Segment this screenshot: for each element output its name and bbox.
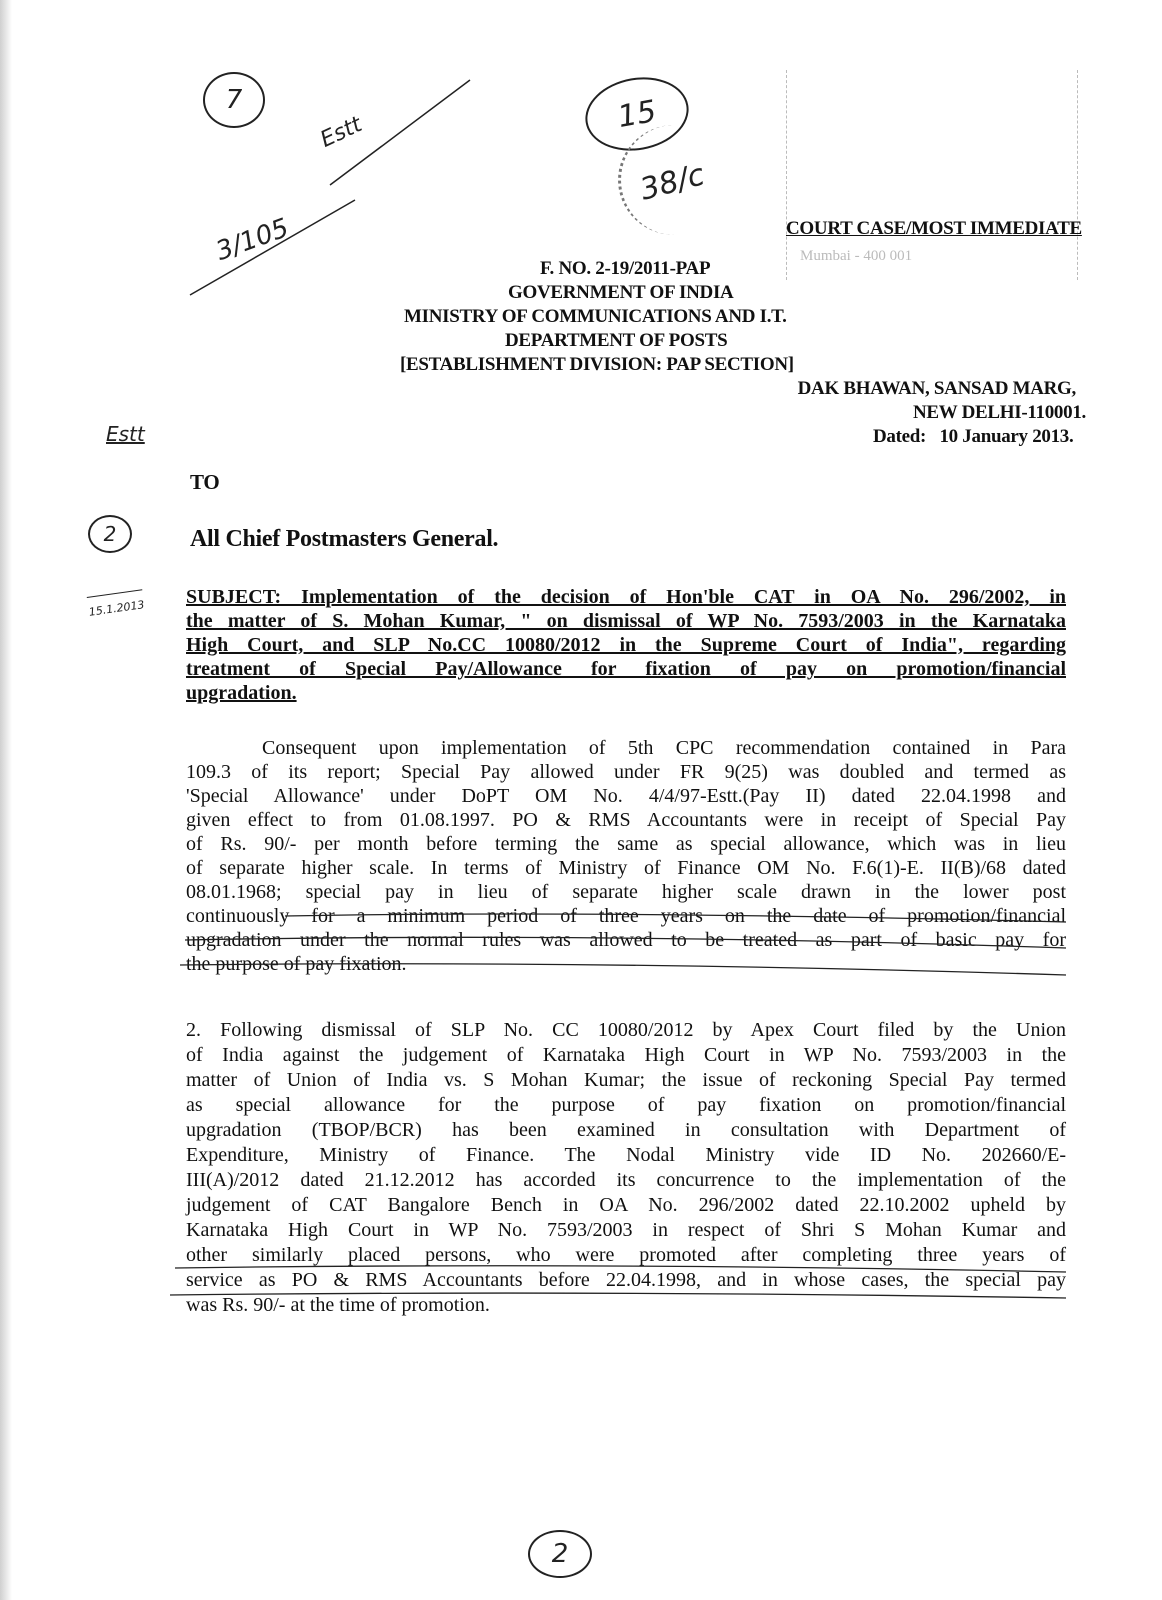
para-line: 109.3 of its report; Special Pay allowed under FR 9(25) was doubled and termed as: [186, 761, 1066, 783]
date-label: Dated:: [873, 426, 927, 447]
para-line: as special allowance for the purpose of pay fixation on promotion/financial: [186, 1094, 1066, 1116]
stamp-text: Mumbai - 400 001: [800, 248, 913, 264]
para-line: of Rs. 90/- per month before terming the same as special allowance, which was in lieu: [186, 833, 1066, 855]
division-name: [ESTABLISHMENT DIVISION: PAP SECTION]: [400, 354, 794, 375]
para-line: of separate higher scale. In terms of Ministry of Finance OM No. F.6(1)-E. II(B)/68 dated: [186, 857, 1066, 879]
annotation-date-note: 15.1.2013: [87, 589, 146, 619]
para-line: upgradation (TBOP/BCR) has been examined in consultation with Department of: [186, 1119, 1066, 1141]
annotation-circled-number: [88, 515, 132, 553]
to-label: TO: [190, 470, 220, 494]
para-line: III(A)/2012 dated 21.12.2012 has accorded its concurrence to the implementation of the: [186, 1169, 1066, 1191]
annotation-estt-left: Estt: [106, 422, 145, 446]
annotation-ref-number: 3/105: [212, 213, 293, 267]
department-name: DEPARTMENT OF POSTS: [505, 330, 728, 351]
annotation-text: 7: [225, 85, 243, 115]
para-line: upgradation under the normal rules was allowed to be treated as part of basic pay for: [186, 929, 1066, 951]
para-line: continuously for a minimum period of three years on the date of promotion/financial: [186, 905, 1066, 927]
subject-line: treatment of Special Pay/Allowance for fixation of pay on promotion/financial: [186, 658, 1066, 680]
address-line-2: NEW DELHI-110001.: [913, 402, 1086, 423]
para-line: the purpose of pay fixation.: [186, 953, 407, 975]
subject-line: SUBJECT: Implementation of the decision of Hon'ble CAT in OA No. 296/2002, in: [186, 586, 1066, 608]
para-line: 2. Following dismissal of SLP No. CC 10080/2012 by Apex Court filed by the Union: [186, 1019, 1066, 1041]
date-line: [873, 426, 1073, 448]
address-line-1: DAK BHAWAN, SANSAD MARG,: [797, 378, 1076, 399]
para-line: service as PO & RMS Accountants before 22.04.1998, and in whose cases, the special pay: [186, 1269, 1066, 1291]
page-number-text: 2: [551, 1539, 569, 1569]
para-line: Consequent upon implementation of 5th CPC recommendation contained in Para: [262, 737, 1066, 759]
para-line: of India against the judgement of Karnataka High Court in WP No. 7593/2003 in the: [186, 1044, 1066, 1066]
subject-line: High Court, and SLP No.CC 10080/2012 in the Supreme Court of India", regarding: [186, 634, 1066, 656]
para-line: given effect to from 01.08.1997. PO & RMS Accountants were in receipt of Special Pay: [186, 809, 1066, 831]
annotation-strokes: [180, 70, 480, 310]
para-line: Karnataka High Court in WP No. 7593/2003 in respect of Shri S Mohan Kumar and: [186, 1219, 1066, 1241]
addressee: All Chief Postmasters General.: [190, 526, 499, 552]
para-line: matter of Union of India vs. S Mohan Kumar; the issue of reckoning Special Pay termed: [186, 1069, 1066, 1091]
subject-line: upgradation.: [186, 682, 297, 704]
para-line: 'Special Allowance' under DoPT OM No. 4/4/97-Estt.(Pay II) dated 22.04.1998 and: [186, 785, 1066, 807]
annotation-text: 15: [615, 93, 659, 135]
para-line: Expenditure, Ministry of Finance. The Nodal Ministry vide ID No. 202660/E-: [186, 1144, 1066, 1166]
priority-label: COURT CASE/MOST IMMEDIATE: [786, 218, 1082, 239]
annotation-file-ref: 38/c: [636, 157, 709, 208]
page-number: [528, 1530, 592, 1578]
date-value: 10 January 2013.: [939, 426, 1074, 447]
para-line: 08.01.1968; special pay in lieu of separate higher scale drawn in the lower post: [186, 881, 1066, 903]
file-number: F. NO. 2-19/2011-PAP: [540, 258, 711, 279]
ministry-name: MINISTRY OF COMMUNICATIONS AND I.T.: [404, 306, 787, 327]
scan-edge: [0, 0, 12, 1600]
annotation-estt-top: Estt: [316, 112, 366, 153]
para-line: was Rs. 90/- at the time of promotion.: [186, 1294, 490, 1316]
subject-line: the matter of S. Mohan Kumar, " on dismissal of WP No. 7593/2003 in the Karnataka: [186, 610, 1066, 632]
para-line: judgement of CAT Bangalore Bench in OA No. 296/2002 dated 22.10.2002 upheld by: [186, 1194, 1066, 1216]
para-line: other similarly placed persons, who were promoted after completing three years of: [186, 1244, 1066, 1266]
annotation-text: 2: [103, 522, 117, 546]
government-name: GOVERNMENT OF INDIA: [508, 282, 734, 303]
